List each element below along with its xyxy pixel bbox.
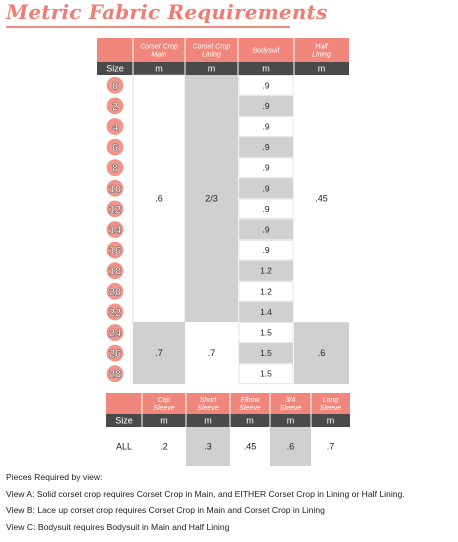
bodysuit-value: .9 bbox=[262, 183, 270, 194]
unit-label: m bbox=[155, 63, 163, 74]
sleeve-col-header-4-label: Sleeve bbox=[319, 405, 342, 412]
half-lining-value: .6 bbox=[317, 348, 326, 359]
size-value: 6 bbox=[111, 142, 119, 155]
bodysuit-value: 1.2 bbox=[260, 286, 272, 297]
sleeve-value: .2 bbox=[160, 441, 168, 452]
sleeve-unit-label: m bbox=[246, 415, 254, 426]
unit-label: m bbox=[207, 63, 216, 74]
size-value: 10 bbox=[108, 183, 122, 196]
notes-heading: Pieces Required by view: bbox=[6, 472, 103, 482]
sleeve-unit-label: m bbox=[204, 415, 212, 426]
sleeve-row-label: ALL bbox=[115, 441, 133, 452]
sleeve-value: .45 bbox=[243, 441, 257, 452]
corset-main-value: .6 bbox=[155, 193, 163, 204]
bodysuit-value: 1.2 bbox=[260, 265, 272, 276]
size-value: 4 bbox=[111, 121, 119, 134]
sleeve-unit-label: m bbox=[160, 415, 168, 426]
unit-label: m bbox=[262, 63, 270, 74]
sleeve-value: .7 bbox=[326, 441, 335, 452]
size-value: 28 bbox=[108, 368, 122, 381]
note-view-a: View A: Solid corset crop requires Corset Crop in Main, and EITHER Corset Crop in Lining or Half Lining. bbox=[6, 488, 405, 499]
bodysuit-value: .9 bbox=[262, 121, 270, 132]
half-lining-value: .45 bbox=[315, 193, 328, 204]
sleeve-value: .3 bbox=[204, 441, 212, 452]
size-value: 18 bbox=[108, 265, 122, 278]
sleeve-col-header-3-label: 3/4 bbox=[285, 397, 296, 404]
sleeve-col-header-2-label: Elbow bbox=[240, 397, 260, 404]
bodysuit-value: .9 bbox=[262, 224, 270, 235]
bodysuit-value: .9 bbox=[262, 142, 270, 153]
sleeve-size-header-blank bbox=[106, 393, 142, 414]
note-view-c: View C: Bodysuit requires Bodysuit in Main and Half Lining bbox=[6, 521, 230, 532]
size-value: 0 bbox=[111, 80, 119, 93]
size-value: 22 bbox=[108, 306, 122, 319]
col-header-3-label: Lining bbox=[312, 51, 331, 59]
corset-lining-value: .7 bbox=[207, 348, 216, 359]
corset-main-value: .7 bbox=[155, 348, 163, 359]
sleeve-col-header-1-label: Short bbox=[199, 397, 217, 404]
bodysuit-value: 1.5 bbox=[260, 348, 272, 359]
bodysuit-value: 1.5 bbox=[260, 327, 272, 338]
sleeve-unit-label: m bbox=[286, 415, 295, 426]
unit-label: m bbox=[317, 63, 326, 74]
corset-lining-value: 2/3 bbox=[205, 193, 218, 204]
size-value: 2 bbox=[111, 100, 119, 113]
size-value: 8 bbox=[111, 162, 119, 175]
col-header-0-label: Main bbox=[151, 51, 167, 59]
bodysuit-value: .9 bbox=[262, 203, 270, 214]
size-value: 14 bbox=[108, 224, 122, 237]
size-header-blank bbox=[97, 38, 133, 62]
bodysuit-value: .9 bbox=[262, 80, 270, 91]
sleeve-col-header-0-label: Cap bbox=[157, 397, 171, 404]
size-value: 12 bbox=[108, 203, 122, 216]
size-value: 16 bbox=[108, 245, 122, 258]
unit-row-bg bbox=[97, 62, 349, 75]
col-header-1-label: Corset Crop bbox=[192, 43, 231, 51]
col-header-2-label: Bodysuit bbox=[252, 47, 280, 55]
bodysuit-value: 1.5 bbox=[260, 368, 272, 379]
size-label: Size bbox=[106, 63, 124, 74]
note-view-b: View B: Lace up corset crop requires Corset Crop in Main and Corset Crop in Lining bbox=[6, 505, 325, 515]
bodysuit-value: .9 bbox=[262, 162, 270, 173]
size-value: 26 bbox=[108, 348, 122, 361]
sleeve-col-header-2-label: Sleeve bbox=[239, 405, 261, 412]
sleeve-col-header-0-label: Sleeve bbox=[153, 405, 175, 412]
sleeve-value: .6 bbox=[286, 441, 295, 452]
notes-section bbox=[6, 469, 456, 535]
bodysuit-value: .9 bbox=[262, 245, 270, 256]
col-header-3-label: Half bbox=[315, 43, 328, 51]
col-header-0-label: Corset Crop bbox=[140, 43, 178, 51]
sleeve-unit-label: m bbox=[326, 415, 335, 426]
sleeve-unit-row-bg bbox=[106, 414, 350, 427]
sleeve-col-header-3-label: Sleeve bbox=[279, 405, 302, 412]
sleeve-col-header-1-label: Sleeve bbox=[197, 405, 219, 412]
size-value: 20 bbox=[108, 286, 122, 299]
size-value: 24 bbox=[108, 327, 122, 340]
bodysuit-value: .9 bbox=[262, 100, 270, 111]
page-title: Metric Fabric Requirements bbox=[6, 0, 290, 28]
col-header-1-label: Lining bbox=[202, 51, 221, 59]
bodysuit-value: 1.4 bbox=[260, 306, 272, 317]
sleeve-col-header-4-label: Long bbox=[322, 397, 339, 404]
sleeve-size-label: Size bbox=[115, 415, 133, 426]
